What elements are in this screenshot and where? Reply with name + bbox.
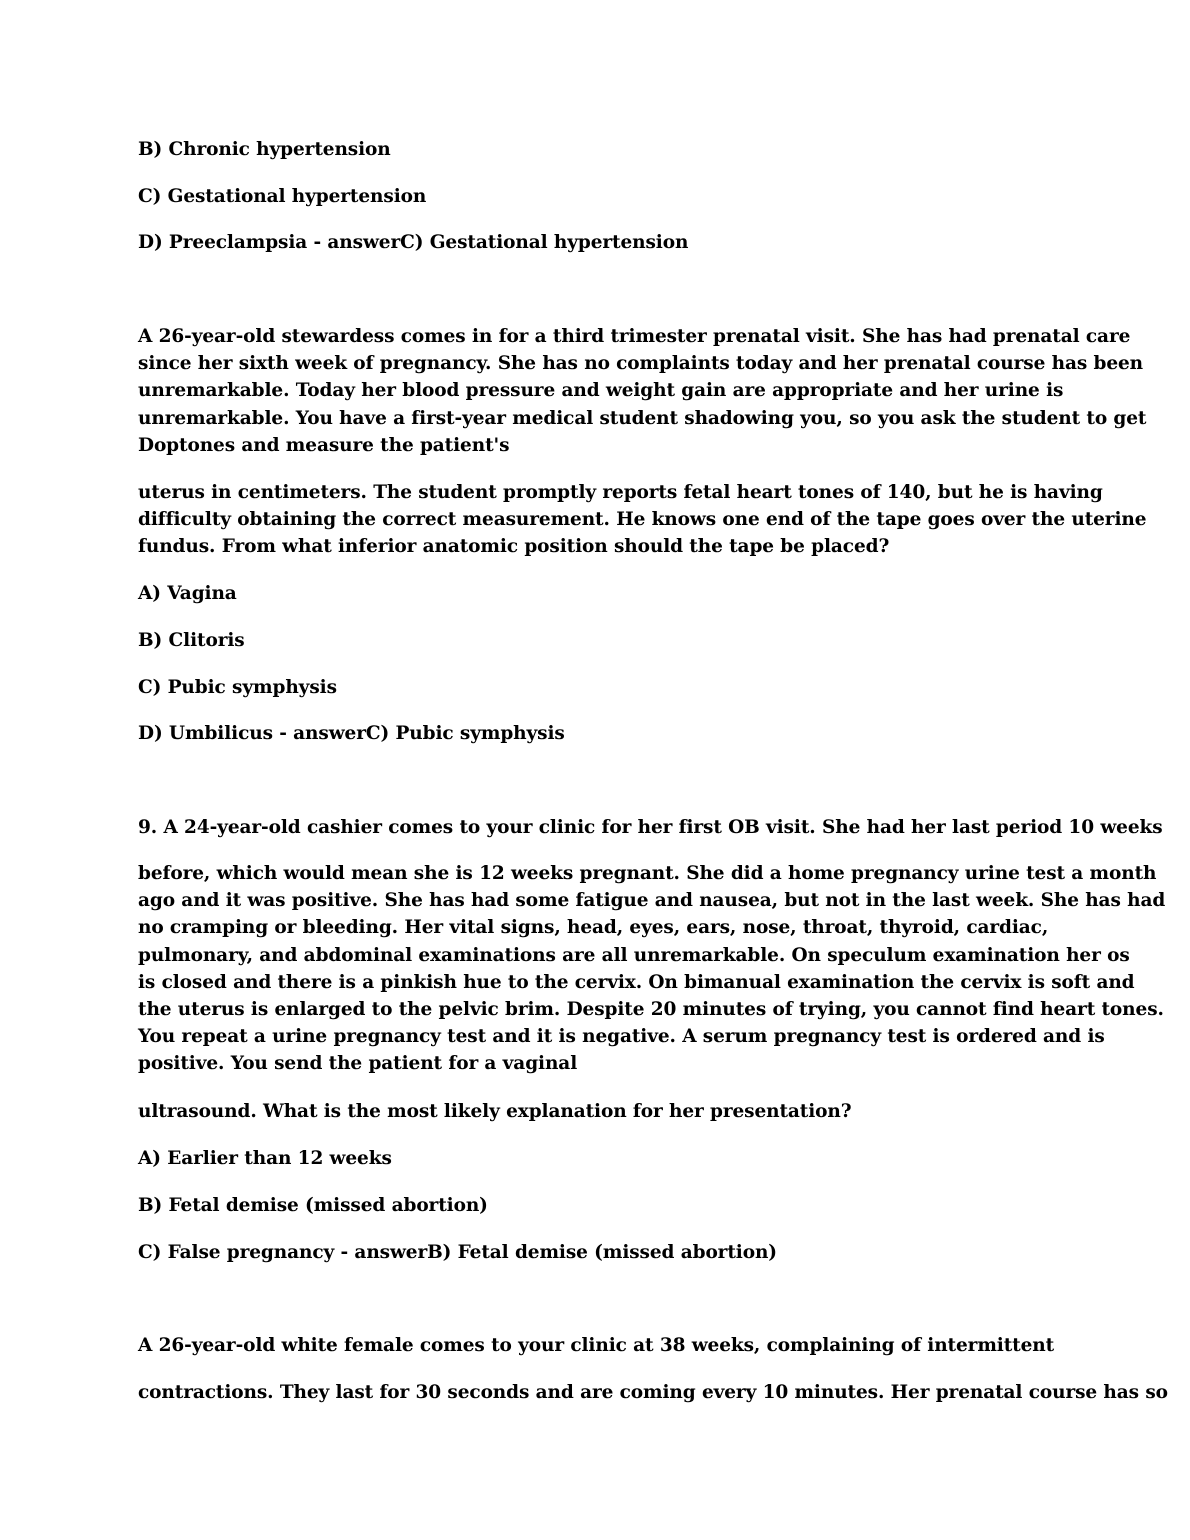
stem-line: unremarkable. Today her blood pressure and weight gain are appropriate and her urine is: [138, 380, 1064, 402]
option-d-answer-line: D) Umbilicus - answerC) Pubic symphysis: [138, 723, 565, 744]
stem-line: uterus in centimeters. The student promptly reports fetal heart tones of 140, but he is having: [138, 482, 1103, 503]
body-line: You repeat a urine pregnancy test and it is negative. A serum pregnancy test is ordered and is: [138, 1026, 1105, 1048]
option-c-gestational-hypertension: C) Gestational hypertension: [138, 186, 427, 207]
body-line: the uterus is enlarged to the pelvic brim. Despite 20 minutes of trying, you cannot find heart tones.: [138, 999, 1164, 1021]
option-c-answer-line: C) False pregnancy - answerB) Fetal demise (missed abortion): [138, 1242, 777, 1263]
option-a-earlier: A) Earlier than 12 weeks: [138, 1148, 392, 1169]
stem-line: Doptones and measure the patient's: [138, 434, 510, 456]
stewardess-question-continuation: [138, 479, 1147, 561]
stem-line: since her sixth week of pregnancy. She has no complaints today and her prenatal course has been: [138, 353, 1144, 375]
option-b-fetal-demise: B) Fetal demise (missed abortion): [138, 1195, 488, 1216]
body-line: no cramping or bleeding. Her vital signs, head, eyes, ears, nose, throat, thyroid, cardiac,: [138, 917, 1049, 939]
option-b-clitoris: B) Clitoris: [138, 630, 245, 651]
body-line: ago and it was positive. She has had some fatigue and nausea, but not in the last week. She has had: [138, 890, 1166, 912]
body-line: positive. You send the patient for a vaginal: [138, 1053, 578, 1075]
contractions-question-line: A 26-year-old white female comes to your clinic at 38 weeks, complaining of intermittent: [138, 1335, 1055, 1356]
body-line: before, which would mean she is 12 weeks pregnant. She did a home pregnancy urine test a month: [138, 863, 1157, 884]
option-c-pubic-symphysis: C) Pubic symphysis: [138, 677, 337, 698]
stem-line: fundus. From what inferior anatomic position should the tape be placed?: [138, 536, 890, 558]
contractions-question-line: contractions. They last for 30 seconds and are coming every 10 minutes. Her prenatal course has so: [138, 1382, 1168, 1403]
stem-line: A 26-year-old stewardess comes in for a third trimester prenatal visit. She has had prenatal care: [138, 326, 1131, 347]
option-b-chronic-hypertension: B) Chronic hypertension: [138, 139, 391, 160]
option-d-answer-line: D) Preeclampsia - answerC) Gestational hypertension: [138, 232, 689, 253]
stewardess-question-stem: [138, 323, 1147, 459]
body-line: pulmonary, and abdominal examinations are all unremarkable. On speculum examination her os: [138, 944, 1130, 966]
cashier-question-prompt: ultrasound. What is the most likely explanation for her presentation?: [138, 1101, 852, 1122]
stem-line: difficulty obtaining the correct measurement. He knows one end of the tape goes over the uterine: [138, 509, 1147, 531]
option-a-vagina: A) Vagina: [138, 583, 237, 604]
stem-line: unremarkable. You have a first-year medical student shadowing you, so you ask the student to get: [138, 407, 1147, 429]
body-line: is closed and there is a pinkish hue to the cervix. On bimanual examination the cervix is soft and: [138, 971, 1135, 993]
cashier-question-first-line: 9. A 24-year-old cashier comes to your clinic for her first OB visit. She had her last period 10 weeks: [138, 817, 1163, 838]
cashier-question-body: [138, 860, 1166, 1078]
